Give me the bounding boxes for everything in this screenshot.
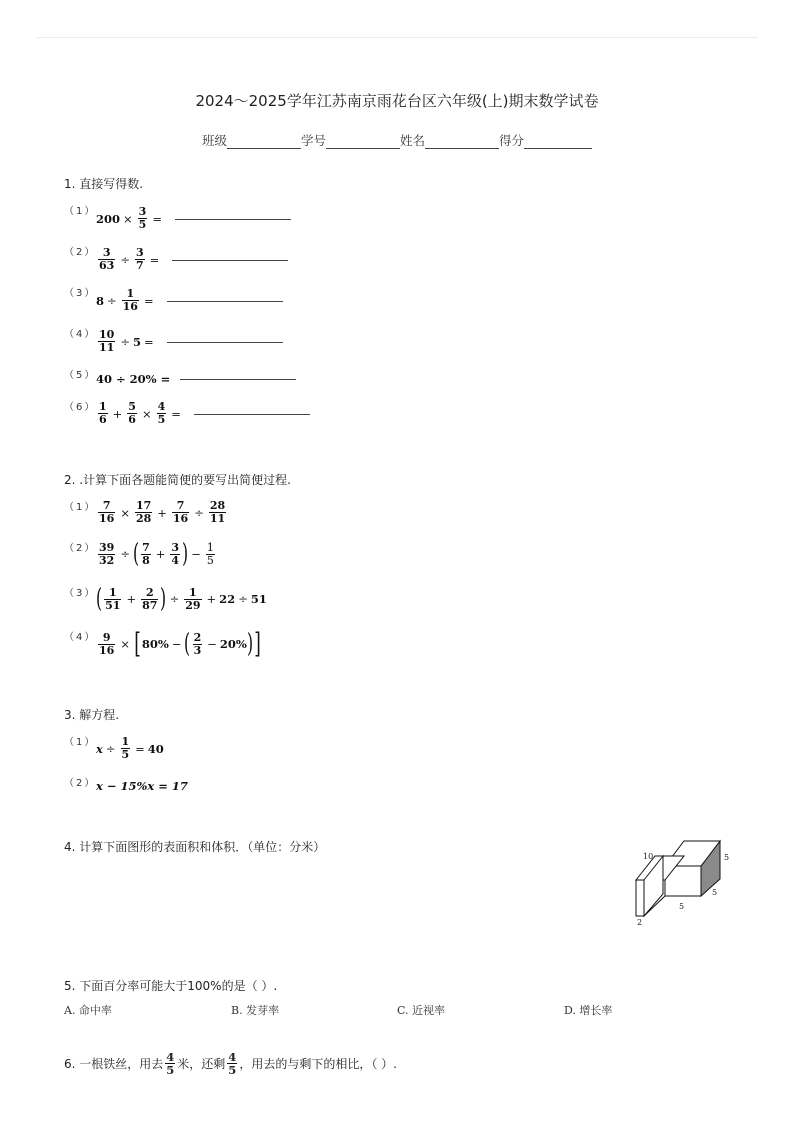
q6-text-3: ，用去的与剩下的相比，（ ）. [239, 1057, 397, 1071]
q2-3-number: （3） [64, 588, 97, 599]
q3-1-number: （1） [64, 737, 97, 748]
q2-1-expression: $\frac{7}{16}$ × $\frac{17}{28}$ + $\frac{7}{16}$ ÷ $\frac{28}{11}$ [99, 499, 226, 525]
fraction: $\frac{3}{7}$ [135, 246, 144, 272]
q1-3-number: （3） [64, 288, 97, 299]
q3-heading: 3. 解方程. [64, 708, 120, 722]
q2-2-number: （2） [64, 543, 97, 554]
name-label: 姓名 [400, 133, 426, 148]
id-field[interactable] [326, 134, 400, 149]
q5-option-b[interactable]: B. 发芽率 [231, 1004, 280, 1017]
fraction: $\frac{5}{6}$ [128, 400, 136, 426]
q1-3-expression: 8 ÷ $\frac{1}{16}$ = [96, 288, 283, 313]
name-field[interactable] [425, 134, 499, 149]
dim-label-right: 5 [724, 853, 730, 862]
q3-1-expression: x ÷ $\frac{1}{5}$ = 40 [96, 735, 164, 761]
dim-label-bar-width: 2 [637, 918, 643, 927]
top-divider [36, 37, 758, 38]
q1-6-expression: $\frac{1}{6}$ + $\frac{5}{6}$ × $\frac{4}{5}$ = [96, 401, 310, 426]
q5-option-c[interactable]: C. 近视率 [397, 1004, 446, 1017]
q2-1-number: （1） [64, 502, 97, 513]
q1-4-expression: $\frac{10}{11}$ ÷ 5 = [96, 329, 283, 354]
fraction: $\frac{10}{11}$ [99, 328, 115, 354]
q3-2-number: （2） [64, 778, 97, 789]
q2-4-number: （4） [64, 632, 97, 643]
dim-label-depth: 5 [712, 888, 718, 897]
answer-line[interactable] [167, 300, 283, 302]
fraction: $\frac{4}{5}$ [166, 1050, 175, 1077]
q6-heading [64, 1051, 397, 1076]
score-label: 得分 [499, 133, 525, 148]
score-field[interactable] [524, 134, 592, 149]
q5-option-d[interactable]: D. 增长率 [564, 1004, 613, 1017]
id-label: 学号 [300, 133, 326, 148]
answer-line[interactable] [180, 378, 296, 380]
cuboid-figure [630, 838, 740, 930]
answer-line[interactable] [172, 259, 288, 261]
answer-line[interactable] [194, 413, 310, 415]
q1-5-number: （5） [64, 370, 97, 381]
q1-1-number: （1） [64, 206, 97, 217]
q2-2-expression: $\frac{39}{32}$ ÷ ( $\frac{7}{8}$ + $\frac{3}{4}$ ) − $\frac{1}{5}$ [99, 539, 214, 569]
q1-5-expression [96, 372, 296, 386]
fraction: $\frac{1}{16}$ [122, 287, 138, 313]
q1-2-number: （2） [64, 247, 97, 258]
expression-text: 40 ÷ 20% = [96, 372, 171, 386]
answer-line[interactable] [175, 218, 291, 220]
fraction: $\frac{3}{63}$ [99, 246, 115, 272]
q6-text-2: 米，还剩 [177, 1057, 226, 1071]
student-info-line [0, 131, 794, 149]
q1-1-expression: 200 × $\frac{3}{5}$ = [96, 206, 291, 231]
answer-line[interactable] [167, 341, 283, 343]
q3-2-expression [96, 779, 188, 793]
operand: 5 [132, 334, 141, 349]
exam-title: 2024～2025学年江苏南京雨花台区六年级(上)期末数学试卷 [195, 92, 599, 110]
equation-text: x − 15%x = 17 [96, 779, 188, 793]
dim-label-10: 10 [643, 852, 654, 861]
class-label: 班级 [201, 133, 227, 148]
dim-label-bottom: 5 [679, 902, 685, 911]
q1-4-number: （4） [64, 329, 97, 340]
q2-4-expression: $\frac{9}{16}$ × [ 80% − ( $\frac{2}{3}$ − 20% ) ] [99, 627, 261, 660]
operand: 8 [96, 293, 105, 308]
q1-heading: 1. 直接写得数. [64, 177, 144, 191]
q6-text-1: 6. 一根铁丝，用去 [64, 1057, 164, 1071]
fraction: $\frac{1}{6}$ [99, 400, 107, 426]
q2-heading: 2. .计算下面各题能简便的要写出简便过程. [64, 473, 291, 487]
fraction: $\frac{4}{5}$ [228, 1050, 237, 1077]
q5-option-a[interactable]: A. 命中率 [64, 1004, 112, 1017]
fraction: $\frac{3}{5}$ [138, 205, 147, 231]
class-field[interactable] [227, 134, 301, 149]
fraction: $\frac{4}{5}$ [157, 400, 166, 426]
q5-heading: 5. 下面百分率可能大于100%的是（ ）. [64, 979, 278, 993]
q2-3-expression: ( $\frac{1}{51}$ + $\frac{2}{87}$ ) ÷ $\frac{1}{29}$ + 22 ÷ 51 [96, 584, 267, 614]
operand: 200 [96, 211, 121, 226]
q1-6-number: （6） [64, 402, 97, 413]
q1-2-expression: $\frac{3}{63}$ ÷ $\frac{3}{7}$ = [96, 247, 288, 272]
q4-heading: 4. 计算下面图形的表面积和体积．（单位：分米） [64, 840, 326, 854]
bar-front-face [636, 880, 644, 916]
